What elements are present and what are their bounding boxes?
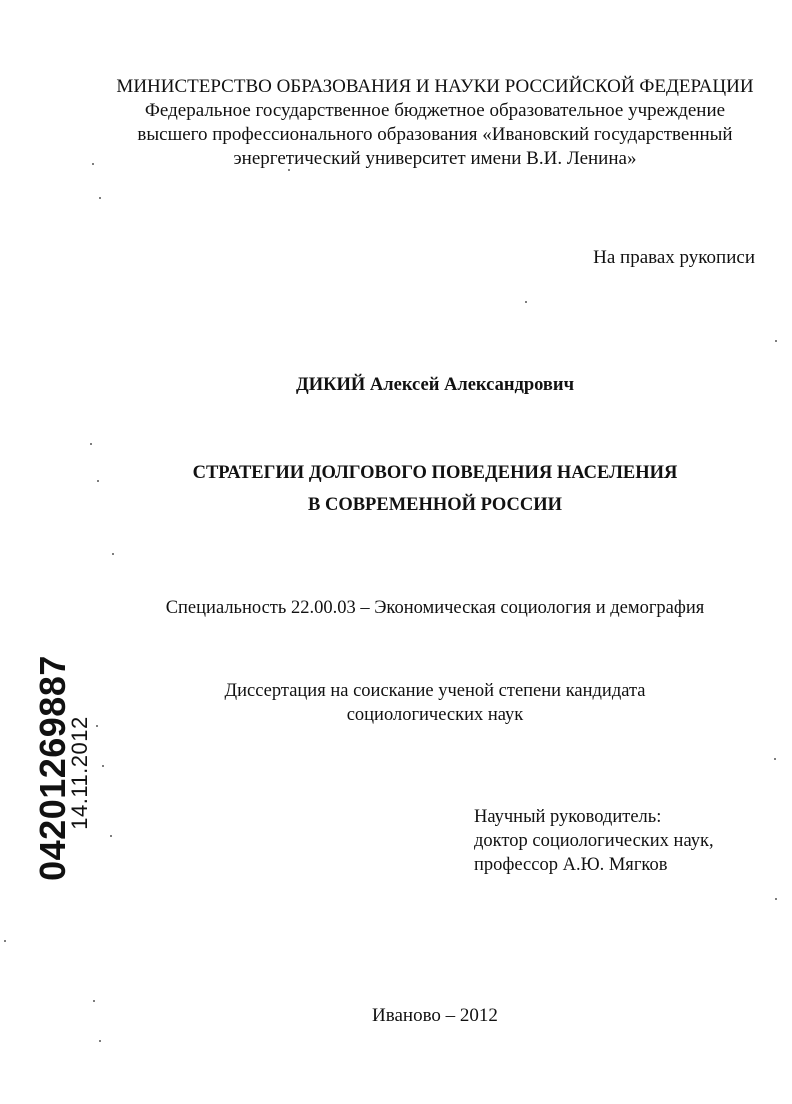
degree-statement — [0, 679, 792, 727]
institution-line-3: энергетический университет имени В.И. Ленина» — [233, 148, 637, 169]
scan-speck — [775, 340, 777, 342]
scan-speck — [774, 758, 776, 760]
scan-speck — [4, 940, 6, 942]
specialty-line: Специальность 22.00.03 – Экономическая социология и демография — [165, 598, 705, 618]
scan-speck — [99, 197, 101, 199]
degree-line-1: Диссертация на соискание ученой степени кандидата — [224, 681, 646, 701]
scan-speck — [93, 1000, 95, 1002]
ministry-line: МИНИСТЕРСТВО ОБРАЗОВАНИЯ И НАУКИ РОССИЙСКОЙ ФЕДЕРАЦИИ — [116, 76, 754, 97]
author-name: ДИКИЙ Алексей Александрович — [295, 375, 575, 395]
dissertation-title — [0, 457, 792, 521]
institution-line-2: высшего профессионального образования «Ивановский государственный — [137, 124, 733, 145]
scan-speck — [525, 301, 527, 303]
supervisor-label: Научный руководитель: — [474, 807, 662, 827]
supervisor-name: профессор А.Ю. Мягков — [474, 855, 668, 875]
institution-header — [0, 75, 792, 171]
supervisor-block — [474, 805, 714, 877]
library-stamp-number: 04201269887 — [32, 655, 73, 881]
manuscript-note: На правах рукописи — [593, 247, 755, 268]
scan-speck — [90, 443, 92, 445]
scan-speck — [775, 898, 777, 900]
scan-speck — [92, 163, 94, 165]
scan-speck — [99, 1040, 101, 1042]
degree-line-2: социологических наук — [346, 705, 524, 725]
scan-speck — [110, 835, 112, 837]
title-line-2: В СОВРЕМЕННОЙ РОССИИ — [308, 495, 562, 515]
city-year: Иваново – 2012 — [372, 1005, 498, 1026]
supervisor-degree: доктор социологических наук, — [474, 831, 714, 851]
library-stamp-date: 14.11.2012 — [67, 716, 92, 830]
scan-speck — [288, 169, 290, 171]
scan-speck — [97, 480, 99, 482]
scan-speck — [102, 765, 104, 767]
title-line-1: СТРАТЕГИИ ДОЛГОВОГО ПОВЕДЕНИЯ НАСЕЛЕНИЯ — [192, 463, 678, 483]
institution-line-1: Федеральное государственное бюджетное образовательное учреждение — [144, 100, 726, 121]
scan-speck — [112, 553, 114, 555]
scan-speck — [96, 725, 98, 727]
